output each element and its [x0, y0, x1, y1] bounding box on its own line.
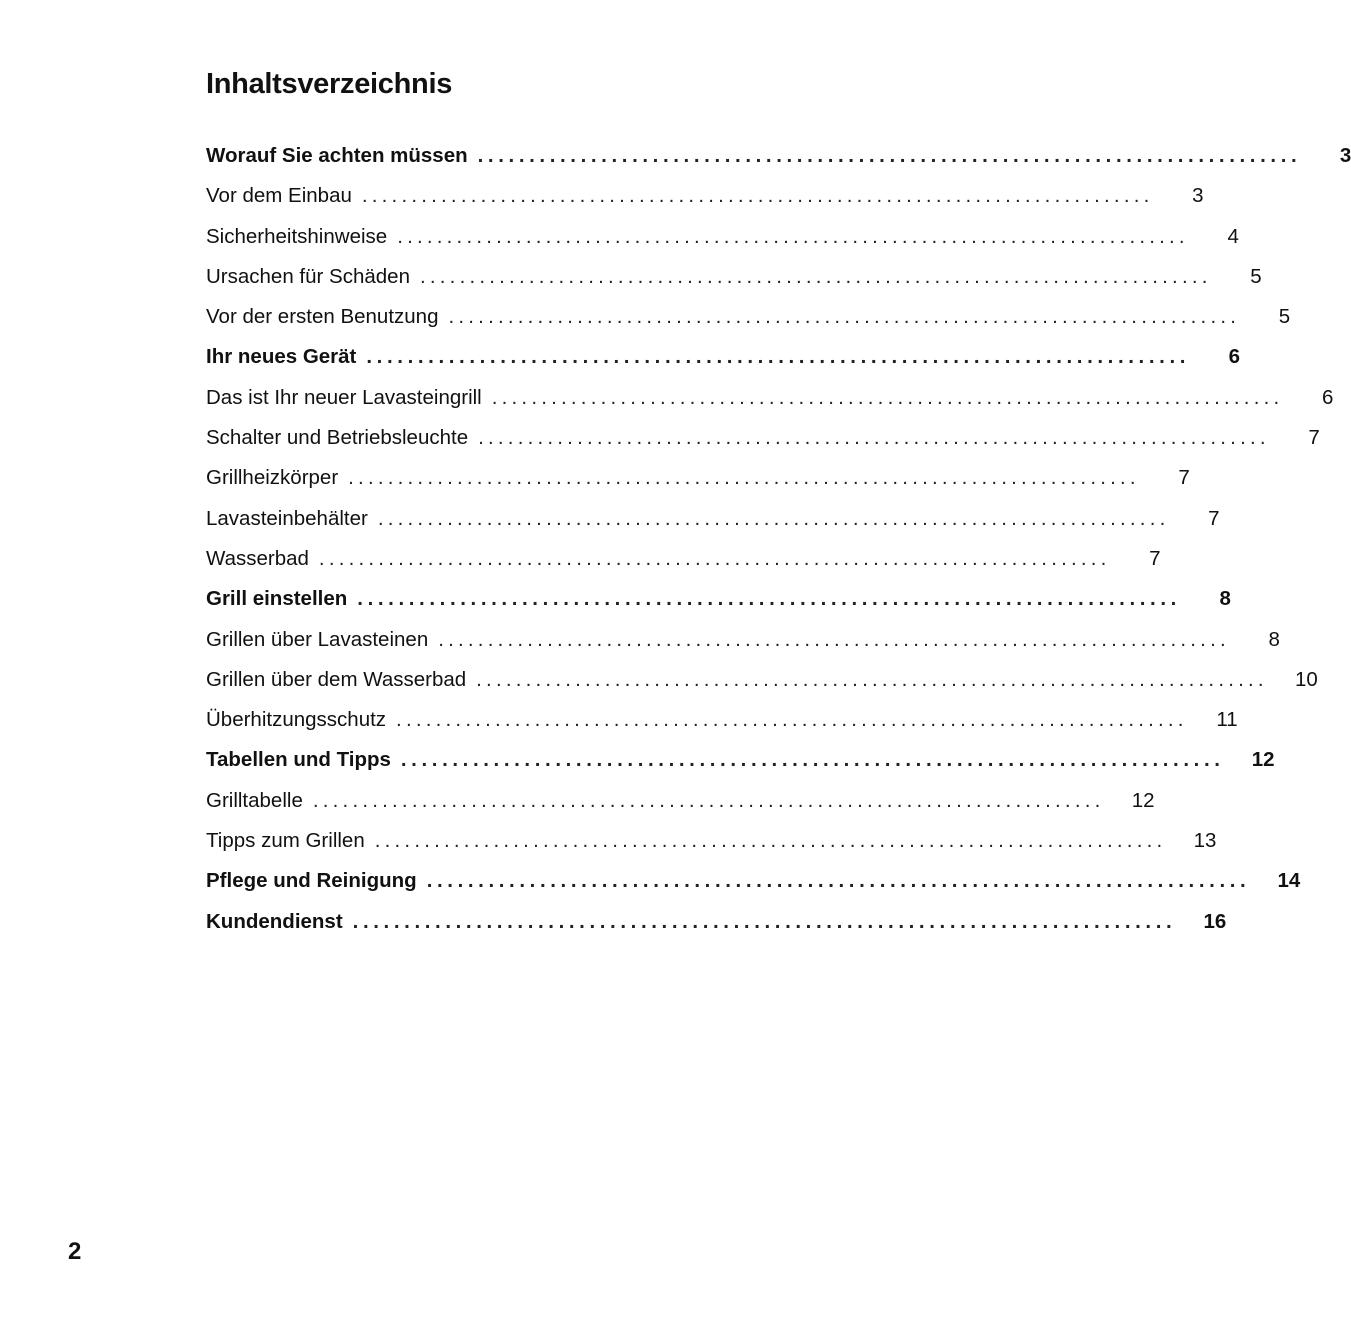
toc-dot-leader: ................................................................................	[478, 426, 1270, 450]
toc-entry-label: Ursachen für Schäden	[206, 264, 410, 288]
toc-dot-leader: ................................................................................	[448, 305, 1241, 329]
toc-entry-page: 5	[1250, 264, 1262, 288]
toc-entry[interactable]	[206, 136, 1351, 176]
toc-entry-page: 7	[1308, 426, 1320, 450]
toc-dot-leader: ................................................................................	[348, 466, 1140, 490]
toc-entry-page: 6	[1322, 385, 1334, 409]
toc-entry-label: Grillen über Lavasteinen	[206, 627, 429, 651]
toc-dot-leader: ................................................................................	[400, 748, 1225, 772]
toc-entry-page: 5	[1278, 305, 1291, 329]
toc-entry-label: Lavasteinbehälter	[206, 506, 368, 530]
toc-dot-leader: ................................................................................	[312, 788, 1105, 812]
toc-entry-label: Schalter und Betriebsleuchte	[206, 426, 469, 450]
toc-dot-leader: ................................................................................	[352, 909, 1177, 933]
toc-entry-label: Vor dem Einbau	[206, 184, 352, 208]
toc-dot-leader: ................................................................................	[419, 264, 1212, 288]
toc-entry-label: Tipps zum Grillen	[206, 829, 365, 853]
toc-entry[interactable]	[206, 297, 1291, 337]
toc-dot-leader: ................................................................................	[438, 627, 1230, 651]
toc-entry-label: Grillen über dem Wasserbad	[206, 667, 467, 691]
toc-entry-page: 8	[1219, 587, 1231, 611]
toc-entry[interactable]	[206, 337, 1241, 377]
toc-entry[interactable]	[206, 902, 1227, 942]
toc-entry[interactable]	[206, 620, 1280, 660]
toc-entry[interactable]	[206, 700, 1238, 740]
toc-entry-label: Grilltabelle	[206, 788, 303, 812]
toc-entry-page: 11	[1216, 708, 1238, 732]
page-title: Inhaltsverzeichnis	[206, 68, 453, 100]
toc-entry[interactable]	[206, 861, 1301, 901]
toc-entry-page: 7	[1149, 546, 1161, 570]
toc-entry-label: Worauf Sie achten müssen	[206, 144, 468, 167]
toc-entry-page: 6	[1228, 345, 1241, 369]
toc-dot-leader: ................................................................................	[397, 224, 1189, 248]
toc-entry[interactable]	[206, 740, 1275, 780]
toc-entry-label: Tabellen und Tipps	[206, 748, 391, 772]
toc-entry-label: Grill einstellen	[206, 587, 348, 611]
toc-entry-page: 3	[1339, 144, 1351, 167]
toc-dot-leader: ................................................................................	[491, 385, 1284, 409]
toc-dot-leader: ................................................................................	[374, 829, 1167, 853]
toc-entry-page: 7	[1178, 466, 1190, 490]
toc-entry-page: 4	[1227, 224, 1239, 248]
toc-dot-leader: ................................................................................	[396, 708, 1188, 732]
toc-entry-label: Wasserbad	[206, 546, 309, 570]
toc-dot-leader: ................................................................................	[318, 546, 1111, 570]
toc-entry[interactable]	[206, 418, 1320, 458]
toc-entry-page: 8	[1268, 627, 1280, 651]
toc-entry-label: Vor der ersten Benutzung	[206, 305, 439, 329]
toc-dot-leader: ................................................................................	[476, 667, 1268, 691]
page-number: 2	[68, 1238, 82, 1265]
toc-entry-label: Das ist Ihr neuer Lavasteingrill	[206, 385, 482, 409]
toc-entry-label: Kundendienst	[206, 909, 343, 933]
toc-entry[interactable]	[206, 499, 1220, 539]
toc-dot-leader: ................................................................................	[377, 506, 1170, 530]
toc-dot-leader: ................................................................................	[357, 587, 1181, 611]
toc-entry[interactable]	[206, 458, 1190, 498]
toc-dot-leader: ................................................................................	[426, 869, 1251, 893]
toc-entry[interactable]	[206, 176, 1204, 216]
toc-entry-label: Ihr neues Gerät	[206, 345, 357, 369]
toc-entry[interactable]	[206, 257, 1262, 297]
toc-entry-label: Pflege und Reinigung	[206, 869, 417, 893]
toc-entry-label: Überhitzungsschutz	[206, 708, 387, 732]
toc-entry-page: 14	[1277, 869, 1301, 893]
toc-entry-page: 3	[1192, 184, 1204, 208]
toc-entry[interactable]	[206, 579, 1231, 619]
toc-entry[interactable]	[206, 781, 1155, 821]
toc-entry-label: Grillheizkörper	[206, 466, 339, 490]
toc-entry-label: Sicherheitshinweise	[206, 224, 388, 248]
toc-entry[interactable]	[206, 217, 1239, 257]
toc-entry-page: 7	[1208, 506, 1220, 530]
toc-dot-leader: ................................................................................	[366, 345, 1191, 369]
toc-entry-page: 16	[1203, 909, 1227, 933]
toc-entry[interactable]	[206, 539, 1161, 579]
toc-entry-page: 12	[1131, 788, 1155, 812]
toc-entry-page: 12	[1251, 748, 1275, 772]
toc-entry-page: 13	[1193, 829, 1217, 853]
toc-entry[interactable]	[206, 821, 1217, 861]
table-of-contents	[206, 136, 1351, 942]
toc-dot-leader: ................................................................................	[477, 144, 1302, 167]
toc-entry[interactable]	[206, 378, 1334, 418]
toc-dot-leader: ................................................................................	[361, 184, 1154, 208]
toc-entry[interactable]	[206, 660, 1318, 700]
toc-entry-page: 10	[1295, 667, 1318, 691]
